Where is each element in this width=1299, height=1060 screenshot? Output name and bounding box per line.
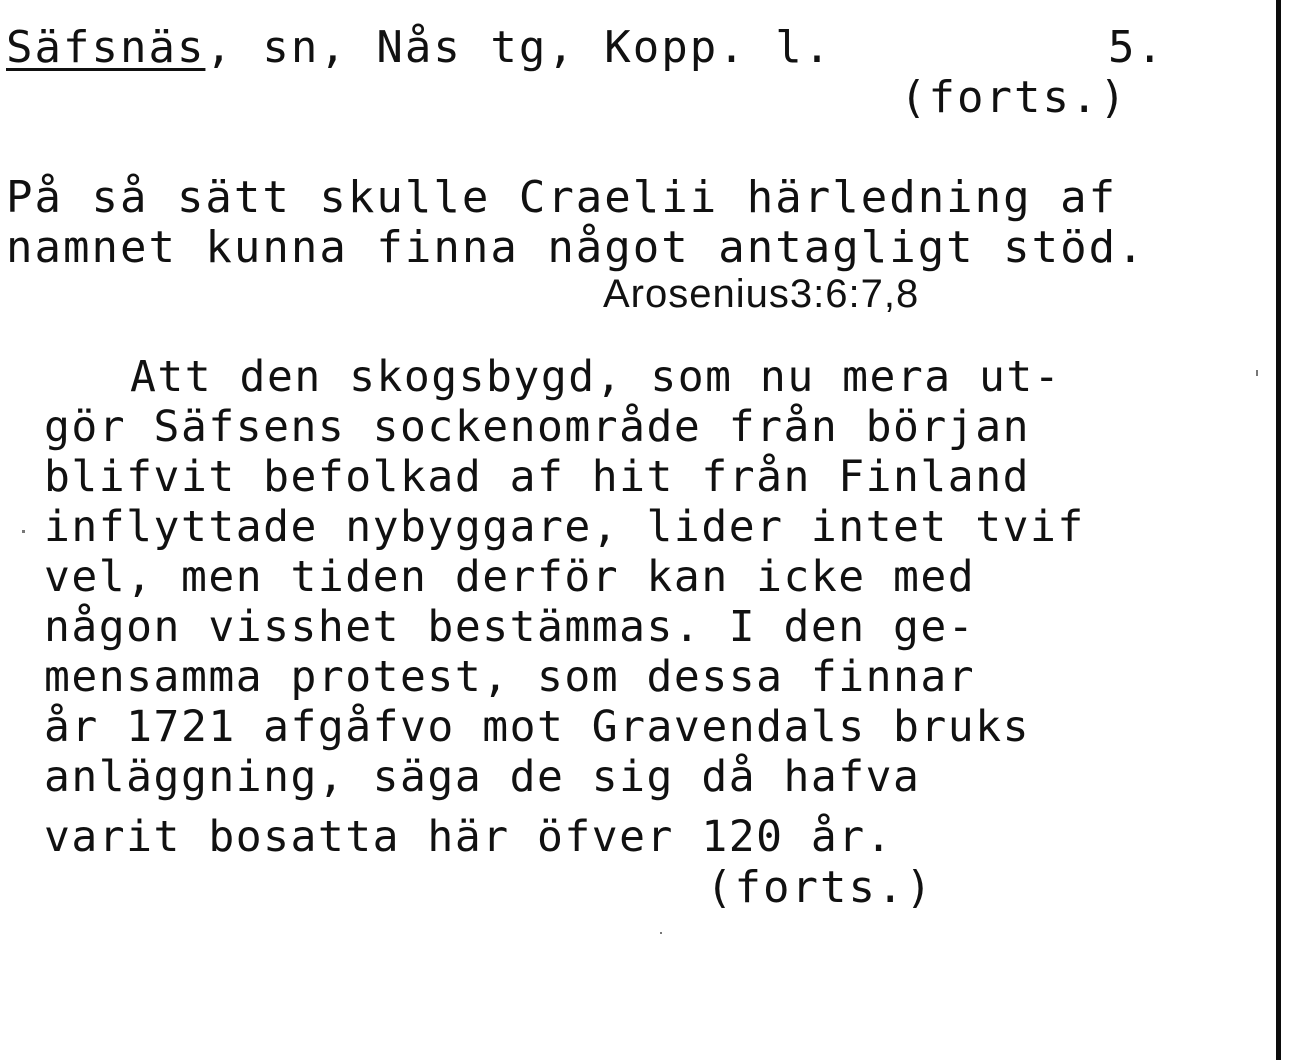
card-number: 5. bbox=[1108, 22, 1165, 73]
paragraph1-line-1: På så sätt skulle Craelii härledning af bbox=[6, 172, 1118, 223]
header-details: , sn, Nås tg, Kopp. l. bbox=[205, 22, 833, 73]
scan-speck bbox=[660, 932, 662, 934]
paragraph2-line-10: varit bosatta här öfver 120 år. bbox=[44, 812, 894, 862]
paragraph2-line-8: år 1721 afgåfvo mot Gravendals bruks bbox=[44, 702, 1030, 752]
scan-speck bbox=[1256, 370, 1258, 376]
paragraph2-line-2: gör Säfsens sockenområde från början bbox=[44, 402, 1030, 452]
card-header bbox=[6, 22, 833, 73]
paragraph2-line-5: vel, men tiden derför kan icke med bbox=[44, 552, 976, 602]
continued-marker-bottom: (forts.) bbox=[706, 862, 934, 913]
paragraph1-line-2: namnet kunna finna något antagligt stöd. bbox=[6, 222, 1146, 273]
continued-marker-top: (forts.) bbox=[900, 72, 1128, 123]
paragraph2-line-9: anläggning, säga de sig då hafva bbox=[44, 752, 921, 802]
paragraph2-line-4: inflyttade nybyggare, lider intet tvif bbox=[44, 502, 1085, 552]
paragraph2-line-6: någon visshet bestämmas. I den ge- bbox=[44, 602, 976, 652]
scan-speck bbox=[22, 530, 25, 533]
source-reference: Arosenius3:6:7,8 bbox=[603, 272, 920, 316]
paragraph2-line-7: mensamma protest, som dessa finnar bbox=[44, 652, 976, 702]
paragraph2-line-3: blifvit befolkad af hit från Finland bbox=[44, 452, 1030, 502]
paragraph2-line-1: Att den skogsbygd, som nu mera ut- bbox=[130, 352, 1062, 402]
card-edge bbox=[1276, 0, 1281, 1060]
place-name: Säfsnäs bbox=[6, 22, 206, 73]
